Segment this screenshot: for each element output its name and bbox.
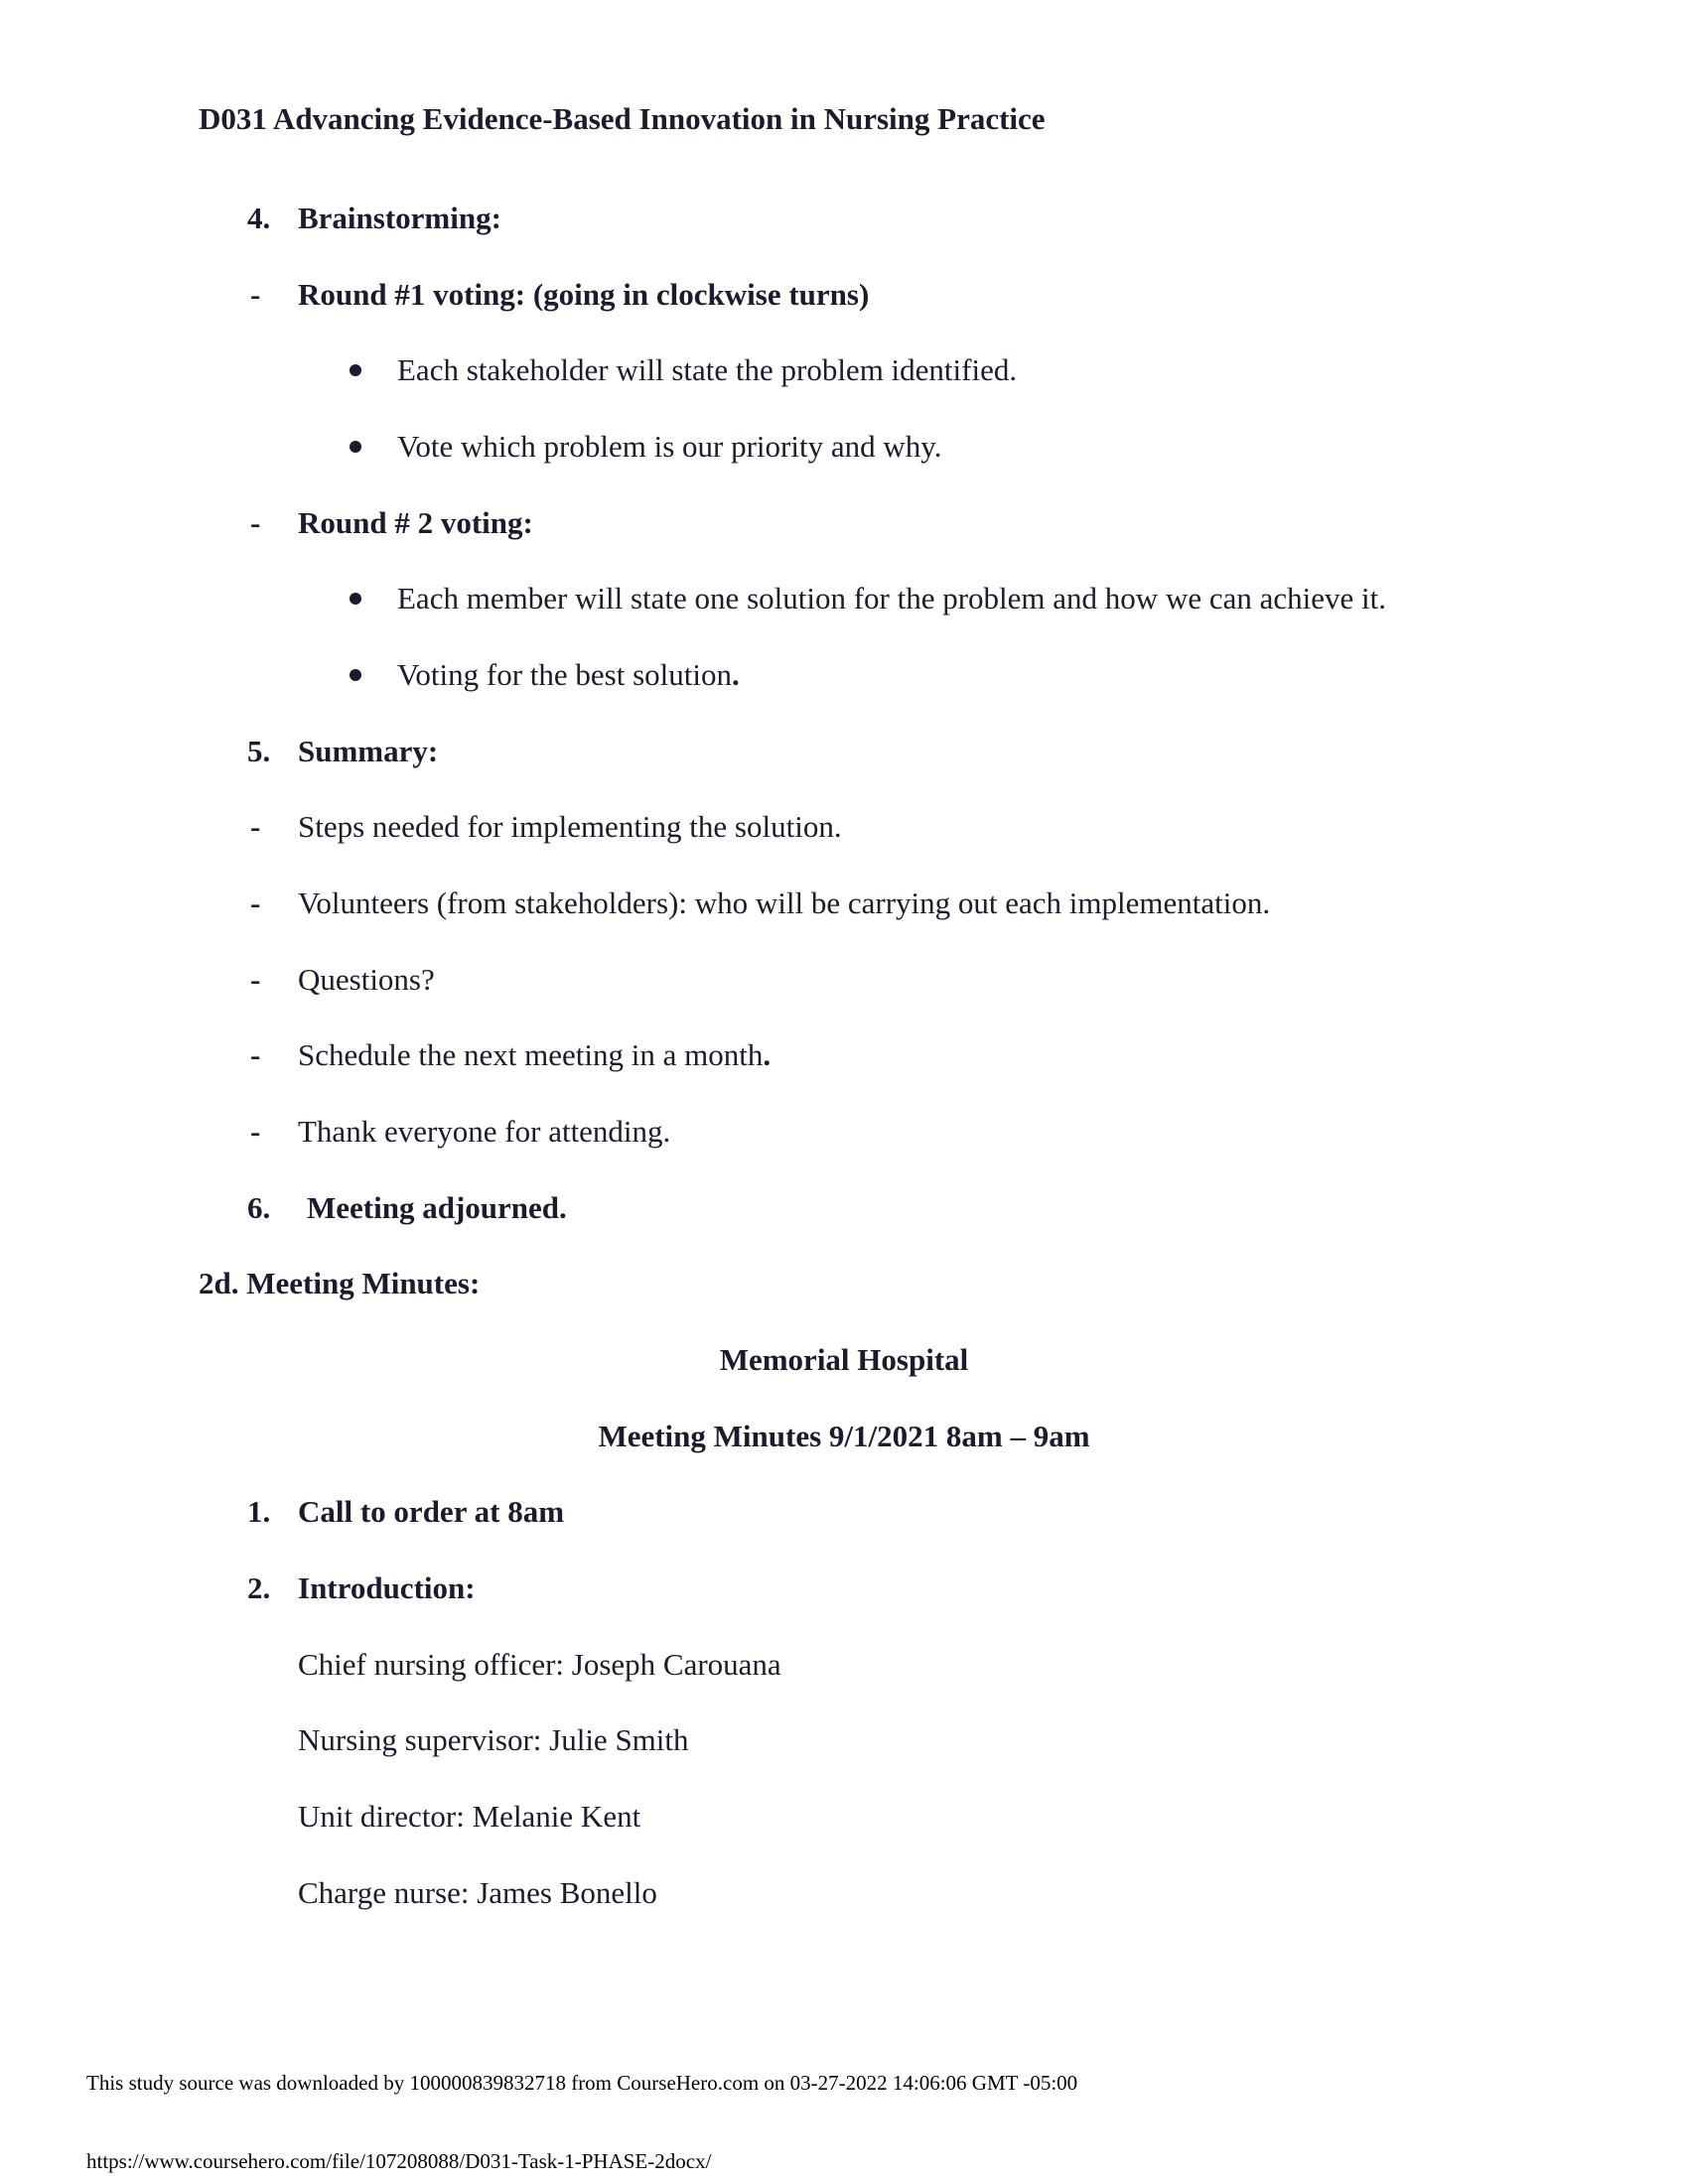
bullet-icon	[350, 593, 361, 605]
list-item-text: Voting for the best solution	[397, 657, 732, 692]
list-item-period: .	[731, 657, 740, 692]
dash-marker: -	[250, 886, 261, 920]
dash-marker: -	[250, 962, 261, 997]
item-number: 1.	[247, 1494, 271, 1529]
summary-item-period: .	[763, 1037, 772, 1072]
bullet-icon	[350, 441, 361, 453]
round2-title: Round # 2 voting:	[298, 505, 533, 540]
attendee: Charge nurse: James Bonello	[298, 1875, 657, 1910]
list-item: Each member will state one solution for the problem and how we can achieve it.	[397, 581, 1386, 615]
dash-marker: -	[250, 505, 261, 540]
summary-item: Thank everyone for attending.	[298, 1114, 671, 1149]
item-number: 2.	[247, 1570, 271, 1605]
source-url[interactable]: https://www.coursehero.com/file/107208088/D031-Task-1-PHASE-2docx/	[86, 2149, 712, 2173]
summary-item	[298, 1035, 771, 1075]
dash-marker: -	[250, 1114, 261, 1149]
summary-item: Volunteers (from stakeholders): who will be carrying out each implementation.	[298, 886, 1271, 920]
section-heading-adjourned: Meeting adjourned.	[307, 1190, 567, 1225]
dash-marker: -	[250, 809, 261, 844]
introduction-heading: Introduction:	[298, 1570, 476, 1605]
section-number: 5.	[247, 734, 271, 768]
source-notice: This study source was downloaded by 100000839832718 from CourseHero.com on 03-27-2022 14:06:06 GMT -05:00	[86, 2071, 1078, 2095]
hospital-name: Memorial Hospital	[719, 1342, 969, 1377]
section-number: 4.	[247, 201, 271, 235]
list-item: Vote which problem is our priority and why.	[397, 429, 942, 464]
minutes-subtitle: Meeting Minutes 9/1/2021 8am – 9am	[598, 1419, 1090, 1453]
bullet-icon	[350, 364, 361, 376]
call-to-order: Call to order at 8am	[298, 1494, 565, 1529]
summary-item-text: Schedule the next meeting in a month	[298, 1037, 764, 1072]
section-heading-brainstorming: Brainstorming:	[298, 201, 501, 235]
document-title: D031 Advancing Evidence-Based Innovation in Nursing Practice	[199, 101, 1046, 136]
attendee: Nursing supervisor: Julie Smith	[298, 1722, 689, 1757]
section-heading-summary: Summary:	[298, 734, 439, 768]
summary-item: Steps needed for implementing the solution.	[298, 809, 842, 844]
attendee: Chief nursing officer: Joseph Carouana	[298, 1647, 781, 1682]
list-item	[397, 655, 740, 695]
bullet-icon	[350, 669, 361, 681]
list-item: Each stakeholder will state the problem identified.	[397, 352, 1018, 387]
section-number: 6.	[247, 1190, 271, 1225]
dash-marker: -	[250, 1037, 261, 1072]
attendee: Unit director: Melanie Kent	[298, 1799, 641, 1834]
round1-title: Round #1 voting: (going in clockwise turns)	[298, 277, 870, 312]
summary-item: Questions?	[298, 962, 435, 997]
minutes-heading: 2d. Meeting Minutes:	[199, 1266, 481, 1300]
dash-marker: -	[250, 277, 261, 312]
